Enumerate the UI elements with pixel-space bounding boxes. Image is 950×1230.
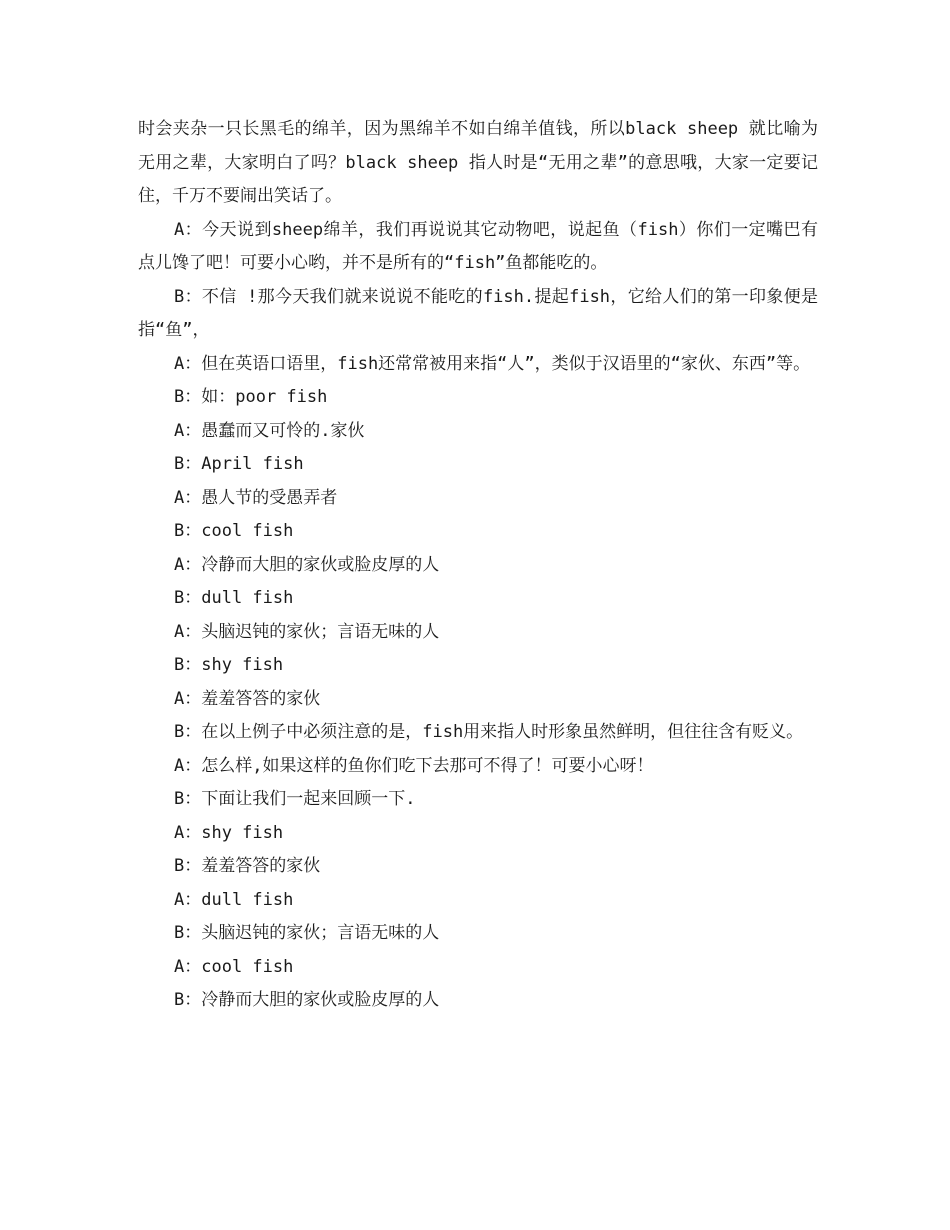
dialogue-line: A：羞羞答答的家伙 <box>174 688 321 709</box>
dialogue-line: A：愚人节的受愚弄者 <box>174 487 338 508</box>
dialogue-line: B：cool fish <box>174 521 294 541</box>
dialogue-line: A：冷静而大胆的家伙或脸皮厚的人 <box>174 554 440 575</box>
dialogue-line: B：不信 !那今天我们就来说说不能吃的fish.提起fish，它给人们的第一印象便是指“鱼”， <box>138 286 818 340</box>
dialogue-line: A：dull fish <box>174 889 294 910</box>
dialogue-line: B：April fish <box>174 454 304 474</box>
dialogue-line: B：在以上例子中必须注意的是，fish用来指人时形象虽然鲜明，但往往含有贬义。 <box>174 722 804 742</box>
paragraph-intro: 时会夹杂一只长黑毛的绵羊，因为黑绵羊不如白绵羊值钱，所以black sheep 就比喻为无用之辈，大家明白了吗？black sheep 指人时是“无用之辈”的意思哦，大家一定要记住，千万不要闹出笑话了。 <box>138 119 818 206</box>
dialogue-line: A：愚蠢而又可怜的.家伙 <box>174 420 365 441</box>
dialogue-line: B：下面让我们一起来回顾一下. <box>174 789 416 809</box>
dialogue-line: A：怎么样,如果这样的鱼你们吃下去那可不得了！可要小心呀！ <box>174 755 654 776</box>
dialogue-line: B：shy fish <box>174 655 284 675</box>
dialogue-line: A：shy fish <box>174 822 284 843</box>
dialogue-line: B：羞羞答答的家伙 <box>174 856 321 876</box>
dialogue-line: A：cool fish <box>174 956 294 977</box>
document-body <box>138 113 818 1018</box>
dialogue-line: B：冷静而大胆的家伙或脸皮厚的人 <box>174 990 440 1010</box>
dialogue-line: B：dull fish <box>174 588 294 608</box>
dialogue-line: A：头脑迟钝的家伙；言语无味的人 <box>174 621 440 642</box>
dialogue-line: B：头脑迟钝的家伙；言语无味的人 <box>174 923 440 943</box>
dialogue-line: A：今天说到sheep绵羊，我们再说说其它动物吧，说起鱼（fish）你们一定嘴巴有点儿馋了吧！可要小心哟，并不是所有的“fish”鱼都能吃的。 <box>138 219 818 273</box>
dialogue-line: B：如：poor fish <box>174 387 328 407</box>
dialogue-line: A：但在英语口语里，fish还常常被用来指“人”，类似于汉语里的“家伙、东西”等。 <box>174 353 811 374</box>
